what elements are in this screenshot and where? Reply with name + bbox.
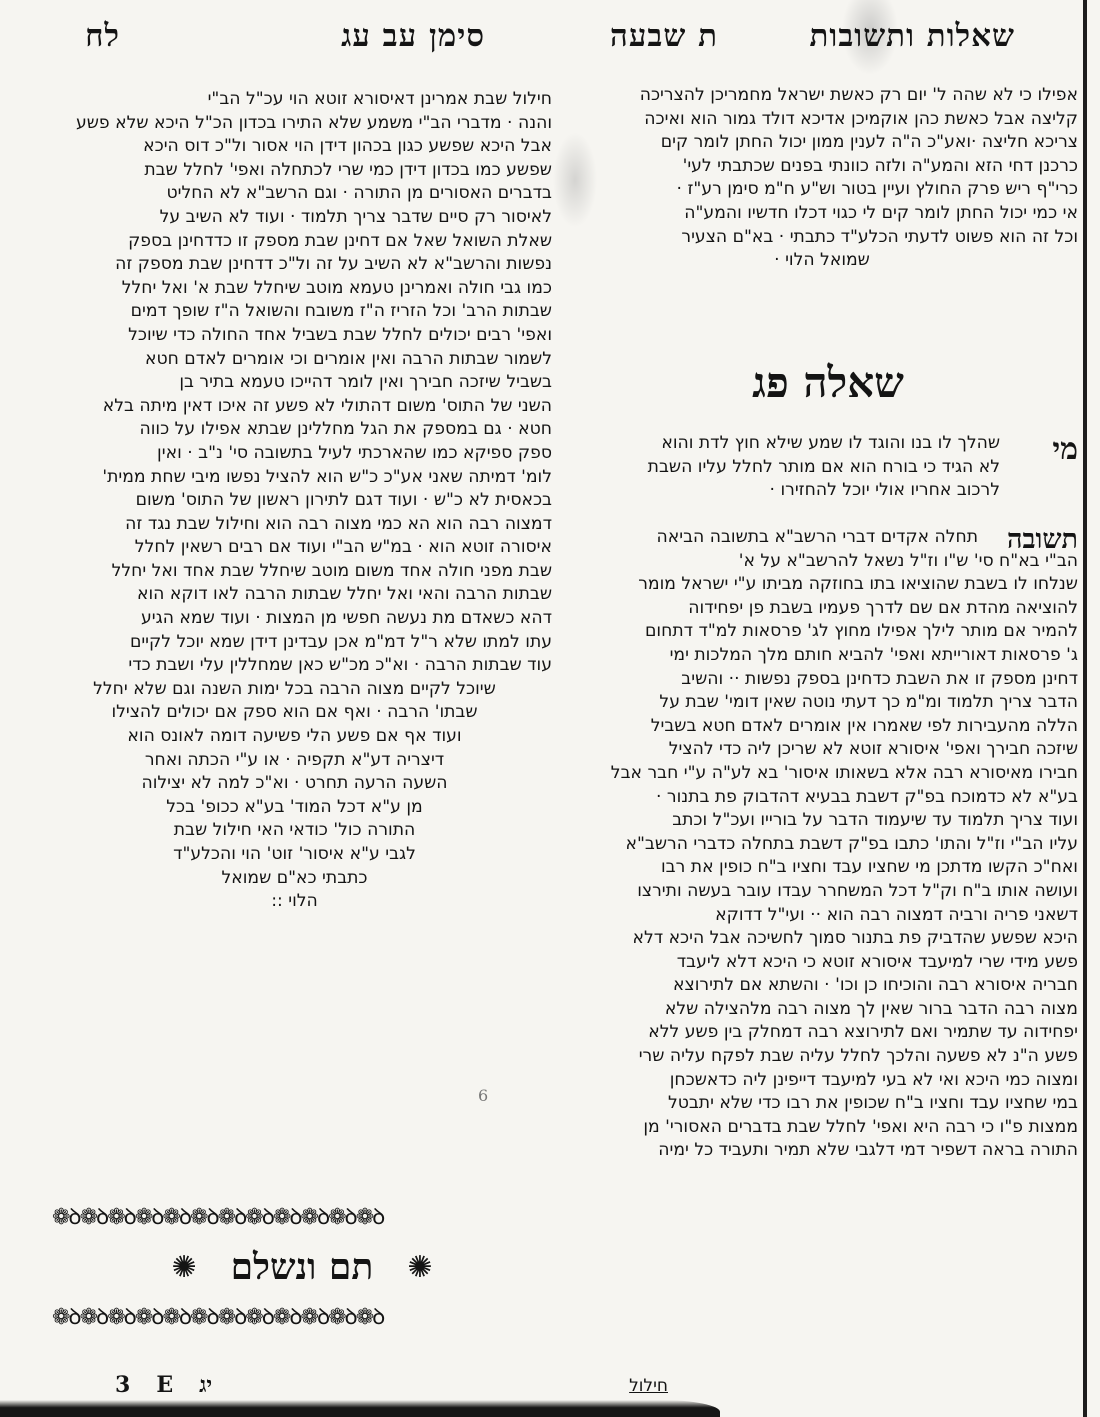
text-line: לא הגיד כי בורח הוא אם מותר לחלל עליו השבת <box>647 456 1000 477</box>
text-line: לגבי ע"א איסור' זוט' הוי והכלע"ד <box>173 844 416 864</box>
printer-signature-marks <box>115 1372 212 1398</box>
text-line: הלוי :: <box>271 891 318 912</box>
text-line: כרי"ף ריש פרק החולץ ועיין בטור וש"ע ח"מ סימן רע"ז · <box>676 179 1078 200</box>
text-line: עתו למתו שלא ר"ל דמ"מ אכן עבדינן דידן שמא יוכל לקיים <box>129 631 552 652</box>
text-line: מצוה רבה הדבר ברור שאין לך מצוה רבה מלהצילה שלא <box>664 998 1078 1019</box>
text-line: פשע מידי שרי למיעבד איסורא זוטא כי היכא דלא ליעבד <box>676 951 1078 972</box>
text-line: להמיר אם מותר לילך אפילו מחוץ לג' פרסאות למ"ד דתחום <box>645 621 1078 642</box>
text-line: השני של התוס' משום דהתולי לא פשע זה איכו דאין מיתה בלא <box>102 395 552 416</box>
colophon-finis <box>52 1242 552 1292</box>
text-line: ספק ספיקא כמו שהארכתי לעיל בתשובה סי' נ"ב · ואין <box>157 442 552 463</box>
stray-mark: 6 <box>478 1086 489 1105</box>
text-line: צריכא חליצה ·ואע"כ ה"ה לענין ממון יכול החתן לומר קים <box>660 132 1078 153</box>
text-line: היכא שפשע שהדביק פת בתנור סמוך לחשיכה אבל היכא דלא <box>632 928 1078 949</box>
text-line: שהלך לו בנו והוגד לו שמע שילא חוץ לדת והוא <box>661 433 1000 453</box>
text-line: ואח"כ הקשו מדתכן מי שחציו עבד וחציו ב"ח כופין את רבו <box>660 857 1078 878</box>
text-line: כרכנן דחי הזא והמע"ה ולזה כוונתי בפנים שכתבתי לעי' <box>682 155 1078 176</box>
answer-label: תשובה <box>1006 524 1078 555</box>
text-line: יפחידוה עד שתמיר ואם לתירוצא רבה דמחלק בין פשע ללא <box>648 1022 1078 1043</box>
text-line: שנלחו לו בשבת שהוציאו בתו בחוזקה מביתו ע"י ישראל מומר <box>638 574 1078 595</box>
text-line: שיזכה חבירך ואפי' איסורא זוטא לא שריכן ליה כדי להציל <box>668 739 1078 760</box>
flower-ornament-icon: ✺ <box>407 1249 433 1285</box>
text-line: ומצוה כמי היכא ואי לא בעי למיעבד דייפינן ליה כדאשכחן <box>669 1069 1078 1090</box>
text-line: שיוכל לקיים מצוה הרבה בכל ימות השנה וגם שלא יחלל <box>93 678 496 699</box>
signature-mark: E <box>156 1372 174 1398</box>
text-line: שבתות הרבה והאי ואל יחלל שבתות הרבה לאו דוקא הוא <box>136 584 552 605</box>
question-text <box>566 432 1000 503</box>
text-line: בע"א לא כדמוכח בפ"ק דשבת בבעיא דהדבוק פת בתנור · <box>656 786 1078 807</box>
catchword: חילול <box>629 1376 668 1396</box>
text-line: השעה הרעה תחרט · וא"כ למה לא יצילוה <box>141 773 448 794</box>
text-line: בדברים האסורים מן התורה · וגם הרשב"א לא החליט <box>166 183 552 204</box>
signature-mark: יג <box>199 1372 213 1398</box>
text-line: הב"י בא"ח סי' ש"ו וז"ל נשאל להרשב"א על א' <box>738 550 1078 571</box>
text-line: התורה כול' כודאי האי חילול שבת <box>173 820 416 841</box>
question-opening-word: מי <box>1052 432 1078 467</box>
text-line: לומ' דמיתה שאני אע"כ כ"ש הוא להציל נפשו מיבי שחת ממית' <box>102 466 552 487</box>
text-line: חבריה איסורא רבה והוכיחו כן וכו' · והשתא אם לתירוצא <box>673 975 1078 996</box>
text-line: אבל היכא שפשע כגון בכהון דידן הוי אסור ול"כ דוס היכא <box>143 136 552 157</box>
text-line: איסורה זוטא הוא · במ"ש הב"י ועוד אם רבים רשאין לחלל <box>134 537 552 558</box>
text-line: ועוד צריך תלמוד עד שיעמוד הדבר על בורייו ועכ"ל וכתב <box>672 810 1078 831</box>
text-line: דמצוה רבה הוא הא כמי מצוה רבה הוא וחילול שבת נגד זה <box>125 513 552 534</box>
text-line: פשע ה"נ לא פשעה והלכך לחלל עליה שבת לפקח עליה שרי <box>638 1046 1078 1067</box>
text-line: דהא כשאדם מת נעשה חפשי מן המצות · ועוד שמא הגיע <box>141 608 552 629</box>
page-number: לח <box>85 18 120 54</box>
text-line: חילול שבת אמרינן דאיסורא זוטא הוי עכ"ל הב"י <box>207 89 552 109</box>
signature-mark: 3 <box>115 1372 131 1398</box>
text-line: כמו גבי חולה ואמרינן טעמא מוטב שיחלל שבת א' ואל יחלל <box>121 277 552 298</box>
text-line: חבירו מאיסורא רבה אלא בשאותו איסור' בא לע"ה ע"י חבר אבל <box>610 762 1078 783</box>
text-line: וכל זה הוא פשוט לדעתי הכלע"ד כתבתי · בא"ם הצעיר <box>681 226 1078 247</box>
text-line: לשמור שבתות הרבה ואין אומרים וכי אומרים לאדם חטא <box>144 348 552 369</box>
text-line: שאלת השואל שאל אם דחינן שבת מספק זו כדדחינן בספק <box>128 230 552 251</box>
text-line: ועושה אותו ב"ח וק"ל דכל המשחרר עבדו עובר בעשה ותירצו <box>637 880 1078 901</box>
flower-ornament-icon: ✺ <box>171 1249 197 1285</box>
text-line: ואפי' רבים יכולים לחלל שבת בשביל אחד החולה כדי שיוכל <box>128 324 552 345</box>
text-line: ג' פרסאות דאורייתא ואפי' להביא חותם מלך המלכות ימי <box>669 644 1078 665</box>
siman-label: סימן עב עג <box>341 18 485 54</box>
text-line: לאיסור רק סיים שדבר צריך תלמוד · ועוד לא השיב על <box>159 206 552 227</box>
text-line: מן ע"א דכל המוד' בע"א ככופ' בכל <box>166 796 423 817</box>
signature-line: שמואל הלוי · <box>774 250 870 271</box>
text-line: דיצריה דע"א תקפיה · או ע"י הכתה ואחר <box>144 749 445 770</box>
text-line: עליו הב"י וז"ל והתו' כתבו בפ"ק דשבת בתחלה כדברי הרשב"א <box>625 833 1078 854</box>
finis-text: תם ונשלם <box>230 1246 374 1288</box>
text-line: כתבתי כא"ם שמואל <box>221 867 368 888</box>
text-line: שבתות הרב' וכל הזריז ה"ז משובח והשואל ה"ז שופך דמים <box>130 301 552 322</box>
answer-text <box>566 526 1078 1163</box>
text-line: שפשע כמו בכדון דידן כמי שרי לכתחלה ואפי' לחלל שבת <box>144 159 552 180</box>
text-line: קליצה אבל כאשת כהן אוקמיכן אדיכא דולד גמור הוא ואיכה <box>644 108 1078 129</box>
page-edge-border <box>1083 0 1087 1417</box>
scan-shadow <box>0 1400 720 1417</box>
ornament-border-bottom: ❁ꝺ❁ꝺ❁ꝺ❁ꝺ❁ꝺ❁ꝺ❁ꝺ❁ꝺ❁ꝺ❁ꝺ❁ꝺ❁ꝺ <box>52 1305 384 1330</box>
running-title: שאלות ותשובות <box>809 18 1015 54</box>
text-line: להוציאה מהדת אם שם לדרך פעמיו בשבת פן יפחידוה <box>688 597 1078 618</box>
text-line: שבתו' הרבה · ואף אם הוא ספק אם יכולים להצילו <box>111 702 478 723</box>
ornament-border-top: ❁ꝺ❁ꝺ❁ꝺ❁ꝺ❁ꝺ❁ꝺ❁ꝺ❁ꝺ❁ꝺ❁ꝺ❁ꝺ❁ꝺ <box>52 1205 384 1230</box>
text-line: והנה · מדברי הב"י משמע שלא התירו בכדון הכ"ל היכא שלא פשע <box>75 112 552 133</box>
text-line: בשביל שיזכה חבירך ואין לומר דהייכו טעמא בתיר בן <box>179 372 552 393</box>
text-line: שבת מפני חולה אחד משום מוטב שיחלל שבת אחד ואל יחלל <box>111 560 552 581</box>
text-line: הללה מהעבירות לפי שאמרו אין אומרים לאדם חטא בשביל <box>650 715 1078 736</box>
text-line: תחלה אקדים דברי הרשב"א בתשובה הביאה <box>656 527 978 547</box>
text-line: ממצות פ"ו כי רבה היא ואפי' לחלל שבת בדברים האסורי' מן <box>643 1116 1078 1137</box>
text-line: דשאני פריה ורביה דמצוה רבה הוא ·· ועי"ל דדוקא <box>715 904 1078 925</box>
text-line: עוד שבתות הרבה · וא"כ מכ"ש כאן שמחללין עלי ושבת כדי <box>128 655 552 676</box>
text-line: בכאסית לא כ"ש · ועוד דגם לתירון ראשון של התוס' משום <box>135 490 552 511</box>
text-line: התורה בראה דשפיר דמי דלגבי שלא תמיר ותעביד כל ימיה <box>658 1140 1078 1161</box>
text-line: ועוד אף אם פשע הלי פשיעה דומה לאונס הוא <box>127 726 462 747</box>
text-line: נפשות והרשב"א לא השיב על זה ול"כ דדחינן שבת מספק זה <box>115 254 552 275</box>
text-line: אפילו כי לא שהה ל' יום רק כאשת ישראל מחמריכן להצריכה <box>639 85 1078 105</box>
volume-title: ת שבעה <box>610 18 718 54</box>
text-line: לרכוב אחריו אולי יוכל להחזירו · <box>769 480 1000 501</box>
running-header <box>40 18 1070 64</box>
left-column-text <box>37 88 552 914</box>
text-line: במי שחציו עבד וחציו ב"ח שכופין את רבו כדי שלא יתבטל <box>667 1093 1078 1114</box>
text-line: אי כמי יכול החתן לומר קים לי כגוי דכלו חדשיו והמע"ה <box>684 202 1078 223</box>
right-column-continuation <box>566 84 1078 273</box>
section-heading: שאלה פג <box>752 358 904 407</box>
text-line: דחינן מספק זו את השבת כדחינן בספק נפשות ·· והשיב <box>681 668 1078 689</box>
text-line: חטא · גם במספק את הגל מחללינן שבתא אפילו על כווה <box>139 419 552 440</box>
text-line: הדבר צריך תלמוד ומ"מ כך דעתי נוטה שאין דומי' שבת על <box>659 692 1078 713</box>
